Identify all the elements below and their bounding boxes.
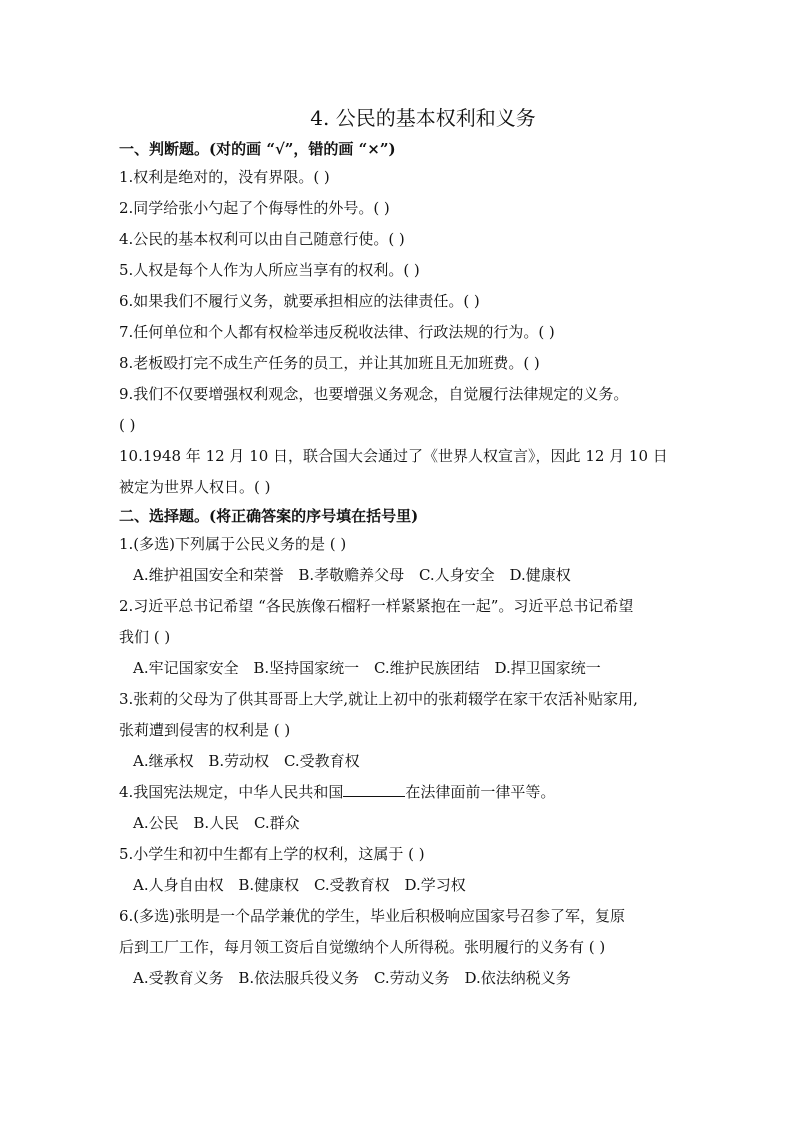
option-d: D.依法纳税义务 [464, 969, 571, 987]
judgment-item: 4.公民的基本权利可以由自己随意行使。( ) [119, 230, 405, 248]
option-b: B.劳动权 [208, 752, 270, 770]
options-row [119, 808, 679, 839]
judgment-item: 1.权利是绝对的，没有界限。( ) [119, 168, 330, 186]
option-a: A.受教育义务 [133, 969, 224, 987]
option-d: D.学习权 [404, 876, 466, 894]
judgment-item: 5.人权是每个人作为人所应当享有的权利。( ) [119, 261, 420, 279]
choice-question-6 [119, 901, 679, 994]
question-text: 2.习近平总书记希望 “各民族像石榴籽一样紧紧抱在一起”。习近平总书记希望 [119, 597, 634, 615]
option-b: B.坚持国家统一 [253, 659, 360, 677]
judgment-list [119, 162, 679, 503]
judgment-item: 6.如果我们不履行义务，就要承担相应的法律责任。( ) [119, 292, 480, 310]
choice-question-3 [119, 684, 679, 777]
option-d: D.捍卫国家统一 [494, 659, 601, 677]
choice-question-2 [119, 591, 679, 684]
worksheet-content [119, 104, 679, 994]
options-row [119, 870, 679, 901]
page-title: 4. 公民的基本权利和义务 [310, 106, 536, 130]
options-row [119, 653, 679, 684]
judgment-item: 9.我们不仅要增强权利观念，也要增强义务观念，自觉履行法律规定的义务。 [119, 385, 629, 403]
section-heading-choice: 二、选择题。(将正确答案的序号填在括号里) [119, 507, 419, 525]
option-a: A.维护祖国安全和荣誉 [133, 566, 284, 584]
judgment-item-continuation: ( ) [119, 416, 136, 434]
option-a: A.继承权 [133, 752, 194, 770]
options-row [119, 560, 679, 591]
option-d: D.健康权 [509, 566, 571, 584]
question-text: 3.张莉的父母为了供其哥哥上大学,就让上初中的张莉辍学在家干农活补贴家用, [119, 690, 638, 708]
question-text-continuation: 我们 ( ) [119, 628, 171, 646]
option-c: C.受教育权 [313, 876, 390, 894]
judgment-item-continuation: 被定为世界人权日。( ) [119, 478, 271, 496]
answer-blank [343, 779, 405, 797]
question-text: 6.(多选)张明是一个品学兼优的学生，毕业后积极响应国家号召参了军，复原 [119, 907, 626, 925]
question-text: 1.(多选)下列属于公民义务的是 ( ) [119, 535, 347, 553]
option-c: C.群众 [253, 814, 300, 832]
judgment-item: 7.任何单位和个人都有权检举违反税收法律、行政法规的行为。( ) [119, 323, 555, 341]
option-a: A.人身自由权 [133, 876, 224, 894]
option-b: B.健康权 [238, 876, 300, 894]
question-text-continuation: 后到工厂工作，每月领工资后自觉缴纳个人所得税。张明履行的义务有 ( ) [119, 938, 606, 956]
section-heading-judgment: 一、判断题。(对的画 “√”，错的画 “×”) [119, 140, 396, 158]
question-text: 5.小学生和初中生都有上学的权利，这属于 ( ) [119, 845, 425, 863]
options-row [119, 746, 679, 777]
judgment-item: 10.1948 年 12 月 10 日，联合国大会通过了《世界人权宣言》，因此 12 月 10 日 [119, 447, 668, 465]
choice-question-5 [119, 839, 679, 901]
question-text [119, 777, 679, 808]
option-b: B.依法服兵役义务 [238, 969, 360, 987]
option-b: B.孝敬赡养父母 [298, 566, 405, 584]
judgment-item: 8.老板殴打完不成生产任务的员工，并让其加班且无加班费。( ) [119, 354, 540, 372]
option-c: C.受教育权 [283, 752, 360, 770]
option-c: C.维护民族团结 [373, 659, 480, 677]
choice-question-4 [119, 777, 679, 839]
question-text-continuation: 张莉遭到侵害的权利是 ( ) [119, 721, 291, 739]
option-c: C.劳动义务 [373, 969, 450, 987]
question-text-before-blank: 4.我国宪法规定，中华人民共和国 [119, 783, 344, 801]
option-a: A.公民 [133, 814, 179, 832]
choice-question-1 [119, 529, 679, 591]
options-row [119, 963, 679, 994]
option-a: A.牢记国家安全 [133, 659, 239, 677]
option-b: B.人民 [193, 814, 240, 832]
option-c: C.人身安全 [418, 566, 495, 584]
judgment-item: 2.同学给张小勺起了个侮辱性的外号。( ) [119, 199, 390, 217]
question-text-after-blank: 在法律面前一律平等。 [405, 783, 556, 801]
